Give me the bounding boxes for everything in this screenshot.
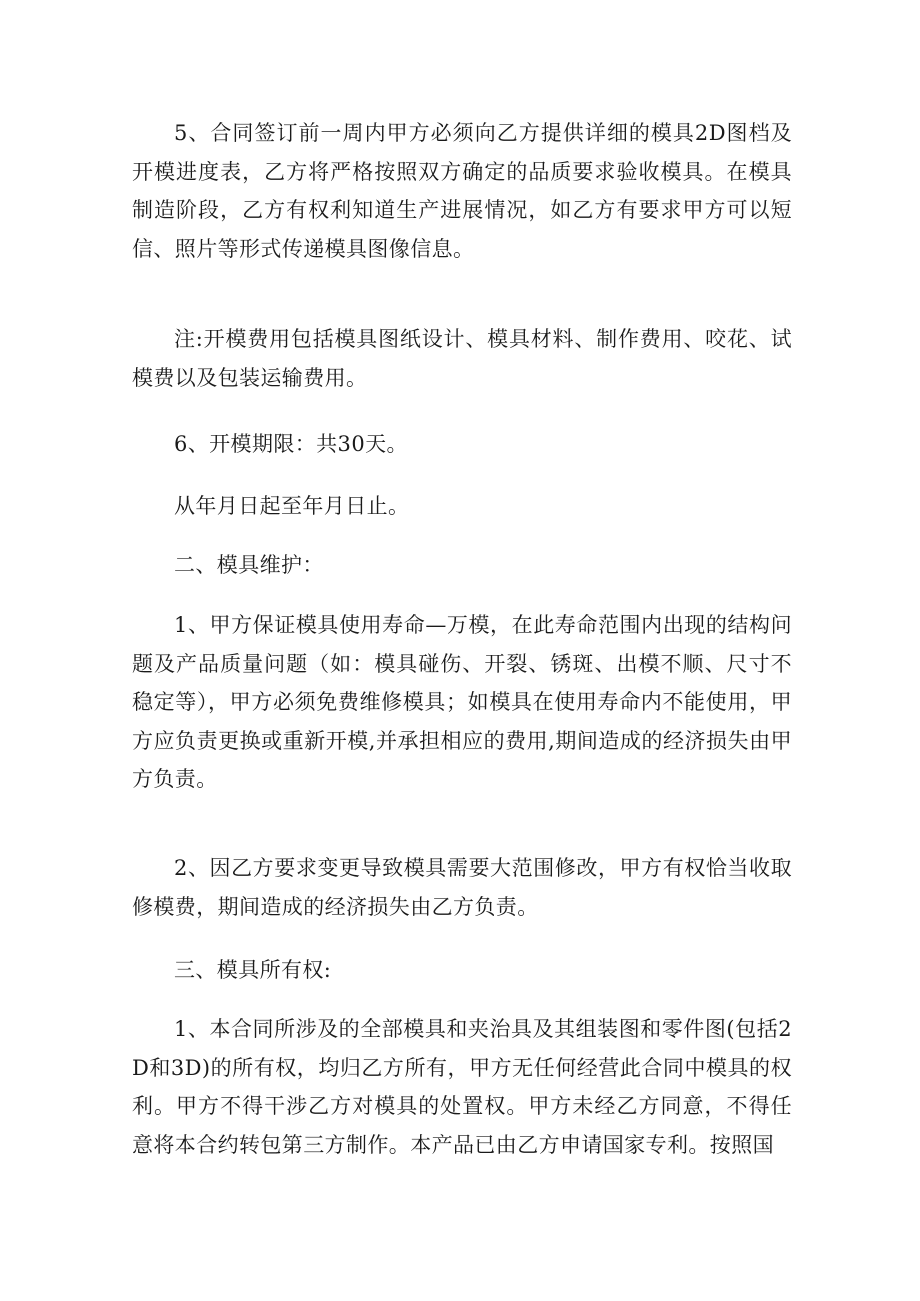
note-mold-fees: 注:开模费用包括模具图纸设计、模具材料、制作费用、咬花、试模费以及包装运输费用。 bbox=[132, 327, 792, 390]
maintenance-clause-1: 1、甲方保证模具使用寿命—万模，在此寿命范围内出现的结构问题及产品质量问题（如：模具碰伤、开裂、锈斑、出模不顺、尺寸不稳定等），甲方必须免费维修模具；如模具在使用寿命内不能使用，甲方应负责更换或重新开模,并承担相应的费用,期间造成的经济损失由甲方负责。 bbox=[132, 613, 792, 791]
clause-6-mold-period: 6、开模期限：共30天。 bbox=[174, 432, 408, 456]
ownership-clause-1: 1、本合同所涉及的全部模具和夹治具及其组装图和零件图(包括2D和3D)的所有权，均归乙方所有，甲方无任何经营此合同中模具的权利。甲方不得干涉乙方对模具的处置权。甲方未经乙方同意，不得任意将本合约转包第三方制作。本产品已由乙方申请国家专利。按照国 bbox=[132, 1017, 792, 1157]
maintenance-clause-2: 2、因乙方要求变更导致模具需要大范围修改，甲方有权恰当收取修模费，期间造成的经济损失由乙方负责。 bbox=[132, 856, 792, 919]
period-dates: 从年月日起至年月日止。 bbox=[174, 494, 410, 518]
section-heading-mold-ownership: 三、模具所有权: bbox=[174, 958, 332, 982]
clause-5-mold-drawings: 5、合同签订前一周内甲方必须向乙方提供详细的模具2D图档及开模进度表，乙方将严格按照双方确定的品质要求验收模具。在模具制造阶段，乙方有权利知道生产进展情况，如乙方有要求甲方可以短信、照片等形式传递模具图像信息。 bbox=[132, 121, 792, 261]
section-heading-mold-maintenance: 二、模具维护： bbox=[174, 553, 324, 577]
